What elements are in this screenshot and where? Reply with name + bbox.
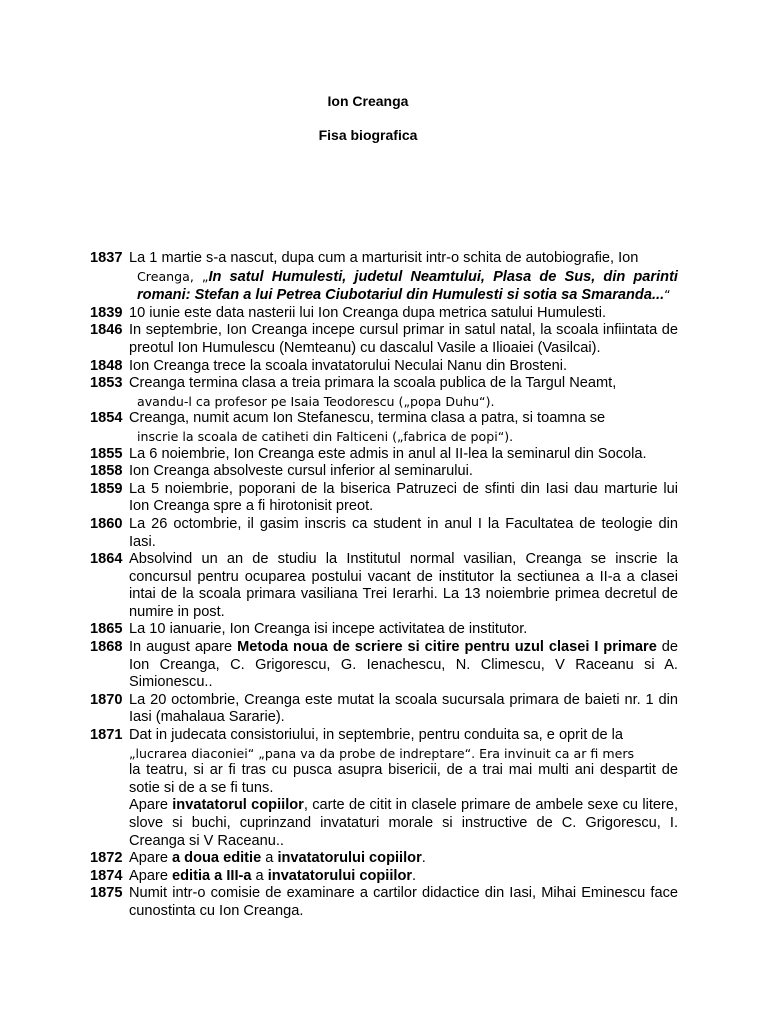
timeline-entry-1853 (90, 375, 678, 410)
entry-text: In septembrie, Ion Creanga incepe cursul primar in satul natal, la scoala infiintata de preotul Ion Humulescu (Nemteanu) cu dascalul Vasile a Ilioaiei (Vasilcai). (129, 322, 678, 356)
entry-line: . (421, 850, 426, 867)
entry-line: de Ion Creanga, C. Grigorescu, G. Ienachescu, N. Climescu, V Raceanu si A. Simionescu.. (129, 639, 678, 691)
timeline-entry-1837 (90, 250, 678, 305)
timeline-entry-1868 (90, 639, 678, 692)
edition-label: editia a III-a (172, 867, 252, 884)
entry-text: La 26 octombrie, il gasim inscris ca student in anul I la Facultatea de teologie din Iasi. (129, 515, 678, 550)
entry-paragraph (129, 797, 678, 850)
timeline-entry-1872 (90, 850, 678, 868)
entry-line: a (261, 850, 278, 867)
entry-text: 10 iunie este data nasterii lui Ion Creanga dupa metrica satului Humulesti. (129, 304, 606, 321)
entry-year: 1846 (90, 322, 123, 339)
timeline-entry-1865 (90, 621, 678, 639)
entry-text: La 20 octombrie, Creanga este mutat la scoala sucursala primara de baieti nr. 1 din Iasi (mahalaua Sararie). (129, 691, 678, 726)
entry-year: 1854 (90, 410, 123, 427)
entry-line: Creanga, numit acum Ion Stefanescu, termina clasa a patra, si toamna se (129, 410, 606, 427)
entry-text: La 5 noiembrie, poporani de la biserica Patruzeci de sfinti din Iasi dau marturie lui Ion Creanga spre a fi hirotonisit preot. (129, 480, 678, 515)
entry-text (129, 727, 678, 850)
book-title: invatatorului copiilor (277, 850, 422, 867)
entry-year: 1872 (90, 850, 123, 867)
timeline-entry-1854 (90, 410, 678, 445)
entry-line: inscrie la scoala de catiheti din Falticeni („fabrica de popi“). (137, 428, 514, 444)
entry-text: Numit intr-o comisie de examinare a cartilor didactice din Iasi, Mihai Eminescu face cunostinta cu Ion Creanga. (129, 885, 678, 919)
entry-line: La 1 martie s-a nascut, dupa cum a marturisit intr-o schita de autobiografie, Ion (129, 250, 639, 266)
entry-line: Apare (129, 850, 172, 867)
document-subtitle: Fisa biografica (318, 127, 418, 143)
entry-text (129, 375, 678, 410)
entry-line: a (251, 867, 268, 884)
entry-year: 1871 (90, 727, 123, 744)
entry-line: Creanga, „ (137, 268, 209, 284)
entry-line: In august apare (129, 639, 238, 656)
entry-line: „lucrarea diaconiei“ „pana va da probe de indreptare“. Era invinuit ca ar fi mers (129, 745, 635, 761)
entry-year: 1860 (90, 515, 123, 532)
biography-timeline (90, 250, 678, 921)
entry-year: 1874 (90, 867, 123, 884)
entry-year: 1859 (90, 480, 123, 497)
book-title: invatatorului copiilor (267, 867, 413, 884)
entry-text (129, 250, 678, 305)
entry-year: 1853 (90, 375, 123, 392)
timeline-entry-1859 (90, 481, 678, 516)
entry-year: 1865 (90, 621, 123, 638)
book-title: Metoda noua de scriere si citire pentru uzul clasei I primare (237, 639, 657, 656)
entry-year: 1839 (90, 304, 123, 321)
timeline-entry-1858 (90, 463, 678, 481)
timeline-entry-1855 (90, 446, 678, 464)
entry-year: 1837 (90, 250, 123, 266)
edition-label: a doua editie (172, 850, 262, 867)
entry-text (129, 410, 678, 445)
entry-line: “ (664, 287, 671, 303)
entry-text (129, 639, 678, 692)
entry-text (129, 868, 678, 886)
entry-line: avandu-l ca profesor pe Isaia Teodorescu („popa Duhu“). (137, 393, 495, 409)
entry-year: 1855 (90, 445, 123, 462)
timeline-entry-1864 (90, 551, 678, 621)
entry-line: la teatru, si ar fi tras cu pusca asupra bisericii, de a trai mai multi ani despartit de sotie si de a se fi tuns. (129, 762, 678, 796)
entry-year: 1858 (90, 463, 123, 480)
document-title: Ion Creanga (327, 93, 409, 109)
entry-text: Absolvind un an de studiu la Institutul normal vasilian, Creanga se inscrie la concursul pentru ocuparea postului vacant de institutor la sectiunea a II-a a clasei intai de la scoala primara vasiliana Trei Ierarhi. La 13 noiembrie primea decretul de numire in post. (129, 551, 678, 620)
entry-year: 1864 (90, 551, 123, 568)
entry-text: La 6 noiembrie, Ion Creanga este admis in anul al II-lea la seminarul din Socola. (129, 445, 647, 462)
entry-line: Apare (129, 867, 172, 884)
timeline-entry-1874 (90, 868, 678, 886)
entry-line: Apare (129, 797, 173, 814)
entry-text: La 10 ianuarie, Ion Creanga isi incepe activitatea de institutor. (129, 621, 528, 638)
book-title: invatatorul copiilor (172, 797, 304, 814)
entry-line: , carte de citit in clasele primare de ambele sexe cu litere, slove si buchi, cuprinzand invataturi morale si instructive de C. Grigorescu, I. Creanga si V Raceanu.. (129, 797, 679, 849)
timeline-entry-1875 (90, 885, 678, 920)
entry-text: Ion Creanga trece la scoala invatatorului Neculai Nanu din Brosteni. (129, 357, 568, 374)
entry-line: Creanga termina clasa a treia primara la scoala publica de la Targul Neamt, (129, 375, 617, 392)
entry-year: 1875 (90, 885, 123, 902)
entry-year: 1848 (90, 357, 123, 374)
timeline-entry-1848 (90, 358, 678, 376)
entry-text (129, 850, 678, 868)
entry-year: 1870 (90, 691, 123, 708)
timeline-entry-1860 (90, 516, 678, 551)
entry-line: . (412, 867, 417, 884)
timeline-entry-1870 (90, 692, 678, 727)
timeline-entry-1846 (90, 322, 678, 357)
entry-year: 1868 (90, 639, 123, 656)
timeline-entry-1839 (90, 305, 678, 323)
timeline-entry-1871 (90, 727, 678, 850)
entry-quote: In satul Humulesti, judetul Neamtului, Plasa de Sus, din parinti romani: Stefan a lui Petrea Ciubotariul din Humulesti si sotia sa Smaranda... (137, 268, 678, 304)
entry-line: Dat in judecata consistoriului, in septembrie, pentru conduita sa, e oprit de la (129, 727, 624, 744)
entry-text: Ion Creanga absolveste cursul inferior al seminarului. (129, 463, 473, 480)
